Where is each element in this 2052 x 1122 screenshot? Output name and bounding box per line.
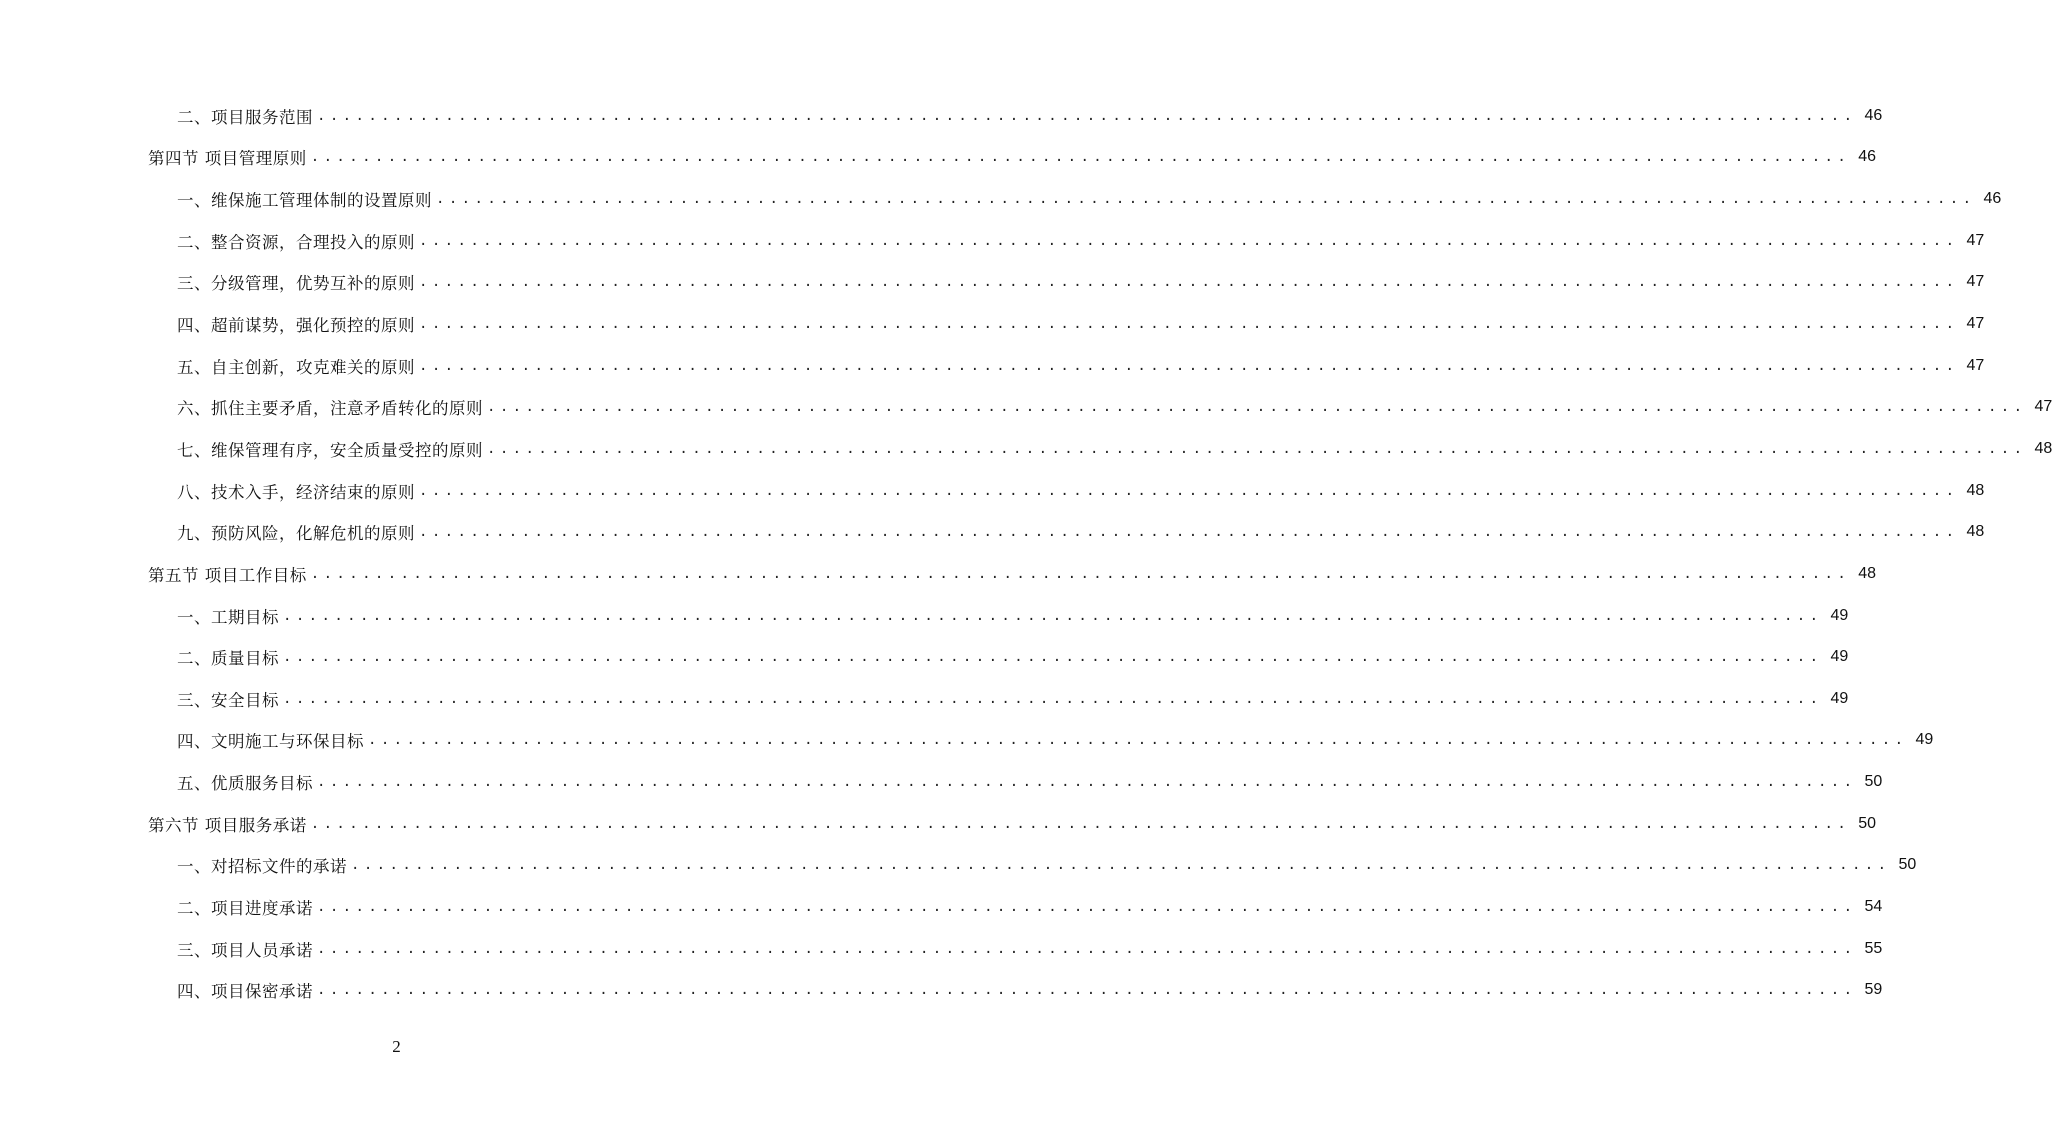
toc-entry-label: 二、质量目标 xyxy=(177,649,279,669)
toc-entry-label: 四、超前谋势，强化预控的原则 xyxy=(177,316,415,336)
toc-dot-leader: ........................................................................................................................ xyxy=(419,316,1959,333)
toc-dot-leader: ........................................................................................................................ xyxy=(436,191,1976,208)
toc-dot-leader: ........................................................................................................................ xyxy=(351,857,1891,874)
page-number: 2 xyxy=(392,1037,401,1056)
toc-dot-leader: ........................................................................................................................ xyxy=(419,232,1959,249)
toc-entry-label: 六、抓住主要矛盾，注意矛盾转化的原则 xyxy=(177,399,483,419)
toc-entry-page: 50 xyxy=(1864,773,1883,791)
toc-entry-label: 五、优质服务目标 xyxy=(177,774,313,794)
toc-entry-label: 九、预防风险，化解危机的原则 xyxy=(177,524,415,544)
toc-entry[interactable] xyxy=(0,969,1883,1011)
toc-dot-leader: ........................................................................................................................ xyxy=(310,149,1851,166)
toc-dot-leader: ........................................................................................................................ xyxy=(419,482,1959,499)
toc-entry-page: 48 xyxy=(1858,564,1876,582)
toc-entry-page: 49 xyxy=(1830,606,1849,624)
toc-dot-leader: ........................................................................................................................ xyxy=(317,898,1857,915)
toc-entry-page: 48 xyxy=(1966,481,1985,499)
toc-entry[interactable] xyxy=(0,678,1849,720)
toc-entry-label: 第五节 项目工作目标 xyxy=(148,565,307,585)
toc-dot-leader: ........................................................................................................................ xyxy=(310,565,1851,582)
toc-dot-leader: ........................................................................................................................ xyxy=(487,440,2027,457)
toc-entry-label: 三、安全目标 xyxy=(177,690,279,710)
toc-entry[interactable] xyxy=(0,220,1985,262)
toc-entry[interactable] xyxy=(0,928,1883,970)
toc-entry-page: 47 xyxy=(2034,398,2052,416)
toc-entry[interactable] xyxy=(0,636,1849,678)
toc-entry[interactable] xyxy=(0,803,1876,845)
toc-entry-page: 47 xyxy=(1966,315,1985,333)
toc-entry-page: 46 xyxy=(1858,148,1876,166)
toc-entry-page: 49 xyxy=(1915,731,1934,749)
toc-entry-label: 四、文明施工与环保目标 xyxy=(177,732,364,752)
toc-entry-page: 46 xyxy=(1983,190,2002,208)
toc-entry-page: 50 xyxy=(1858,814,1876,832)
toc-entry-label: 二、项目进度承诺 xyxy=(177,898,313,918)
toc-entry-label: 八、技术入手，经济结束的原则 xyxy=(177,482,415,502)
toc-entry-label: 第六节 项目服务承诺 xyxy=(148,815,307,835)
toc-entry-page: 55 xyxy=(1864,939,1883,957)
toc-entry-page: 54 xyxy=(1864,897,1883,915)
toc-entry-page: 59 xyxy=(1864,981,1883,999)
toc-dot-leader: ........................................................................................................................ xyxy=(310,815,1851,832)
toc-entry-label: 四、项目保密承诺 xyxy=(177,982,313,1002)
toc-dot-leader: ........................................................................................................................ xyxy=(419,524,1959,541)
toc-entry-page: 47 xyxy=(1966,273,1985,291)
toc-dot-leader: ........................................................................................................................ xyxy=(419,274,1959,291)
toc-entry[interactable] xyxy=(0,262,1985,304)
toc-entry[interactable] xyxy=(0,137,1876,179)
toc-entry-page: 46 xyxy=(1864,106,1883,124)
toc-entry-page: 47 xyxy=(1966,356,1985,374)
toc-entry[interactable] xyxy=(0,428,2052,470)
toc-entry-label: 五、自主创新，攻克难关的原则 xyxy=(177,357,415,377)
toc-entry[interactable] xyxy=(0,511,1985,553)
toc-entry-page: 49 xyxy=(1830,689,1849,707)
toc-dot-leader: ........................................................................................................................ xyxy=(487,399,2027,416)
toc-entry[interactable] xyxy=(0,95,1883,137)
toc-dot-leader: ........................................................................................................................ xyxy=(317,774,1857,791)
toc-entry-label: 七、维保管理有序，安全质量受控的原则 xyxy=(177,440,483,460)
toc-entry[interactable] xyxy=(0,303,1985,345)
toc-dot-leader: ........................................................................................................................ xyxy=(283,607,1823,624)
toc-dot-leader: ........................................................................................................................ xyxy=(283,649,1823,666)
toc-entry[interactable] xyxy=(0,553,1876,595)
toc-entry[interactable] xyxy=(0,595,1849,637)
toc-entry[interactable] xyxy=(0,386,2052,428)
toc-dot-leader: ........................................................................................................................ xyxy=(317,982,1857,999)
toc-entry[interactable] xyxy=(0,845,1917,887)
toc-entry-label: 一、维保施工管理体制的设置原则 xyxy=(177,191,432,211)
toc-entry-label: 二、项目服务范围 xyxy=(177,107,313,127)
toc-entry-page: 47 xyxy=(1966,231,1985,249)
toc-entry-page: 48 xyxy=(2034,439,2052,457)
toc-dot-leader: ........................................................................................................................ xyxy=(419,357,1959,374)
toc-entry-label: 一、工期目标 xyxy=(177,607,279,627)
toc-entry[interactable] xyxy=(0,470,1985,512)
toc-entry-label: 二、整合资源，合理投入的原则 xyxy=(177,232,415,252)
toc-dot-leader: ........................................................................................................................ xyxy=(283,690,1823,707)
toc-entry-page: 48 xyxy=(1966,523,1985,541)
toc-entry[interactable] xyxy=(0,886,1883,928)
toc-entry-label: 一、对招标文件的承诺 xyxy=(177,857,347,877)
toc-entry[interactable] xyxy=(0,761,1883,803)
table-of-contents xyxy=(0,95,2052,1011)
toc-entry[interactable] xyxy=(0,720,1934,762)
toc-entry-label: 三、分级管理，优势互补的原则 xyxy=(177,274,415,294)
toc-entry-label: 三、项目人员承诺 xyxy=(177,940,313,960)
toc-entry-page: 49 xyxy=(1830,648,1849,666)
toc-entry[interactable] xyxy=(0,345,1985,387)
toc-entry-label: 第四节 项目管理原则 xyxy=(148,149,307,169)
toc-entry-page: 50 xyxy=(1898,856,1917,874)
toc-entry[interactable] xyxy=(0,178,2002,220)
toc-dot-leader: ........................................................................................................................ xyxy=(317,107,1857,124)
toc-dot-leader: ........................................................................................................................ xyxy=(317,940,1857,957)
toc-dot-leader: ........................................................................................................................ xyxy=(368,732,1908,749)
